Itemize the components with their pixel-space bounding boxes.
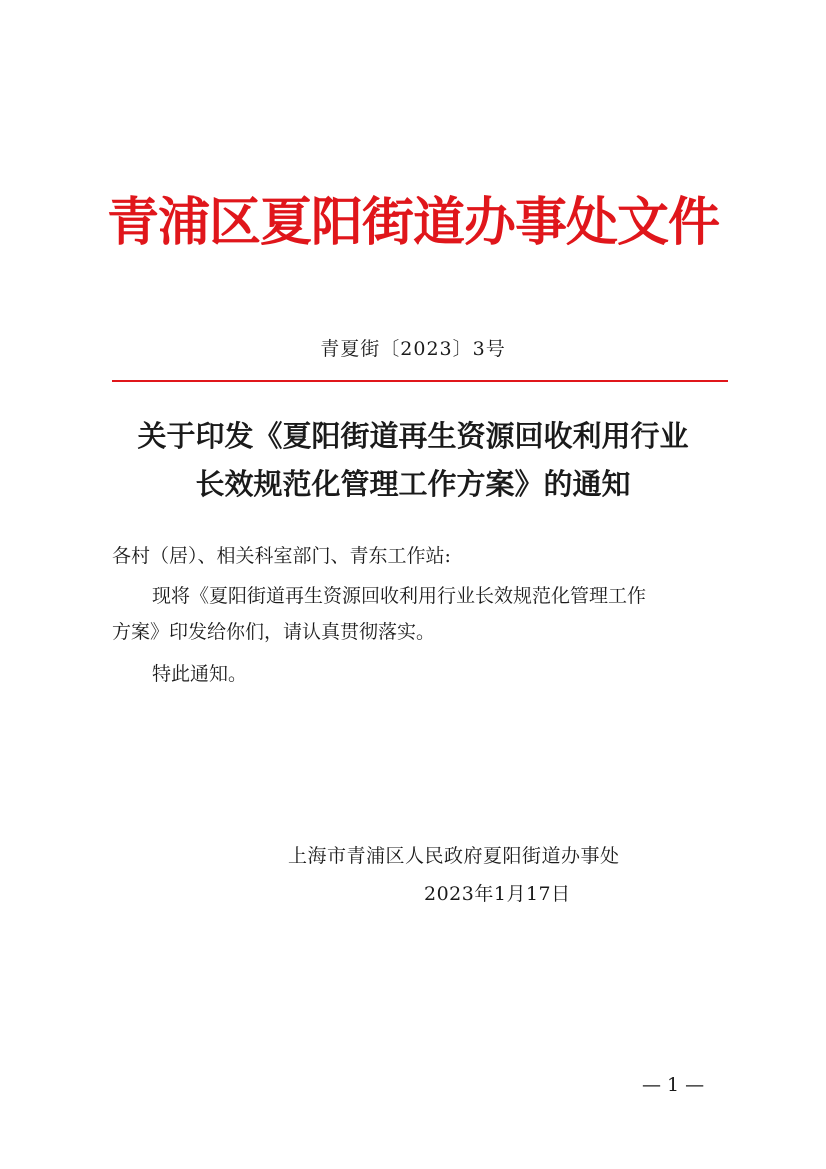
issuer-title: 青浦区夏阳街道办事处文件 (106, 192, 719, 253)
salutation: 各村（居）、相关科室部门、青东工作站: (112, 545, 451, 567)
body-paragraph-line-2: 方案》印发给你们，请认真贯彻落实。 (112, 621, 436, 643)
document-title-line-2: 长效规范化管理工作方案》的通知 (195, 467, 631, 501)
document-title-line-1: 关于印发《夏阳街道再生资源回收利用行业 (137, 419, 689, 453)
document-number: 青夏街〔2023〕3号 (320, 338, 506, 360)
signature-organization: 上海市青浦区人民政府夏阳街道办事处 (288, 845, 620, 867)
red-divider-rule (112, 380, 728, 382)
closing-remark: 特此通知。 (152, 663, 248, 685)
body-paragraph-line-1: 现将《夏阳街道再生资源回收利用行业长效规范化管理工作 (152, 585, 647, 607)
page-number: — 1 — (642, 1074, 705, 1096)
signature-date: 2023年1月17日 (424, 883, 571, 905)
document-title (0, 412, 826, 508)
